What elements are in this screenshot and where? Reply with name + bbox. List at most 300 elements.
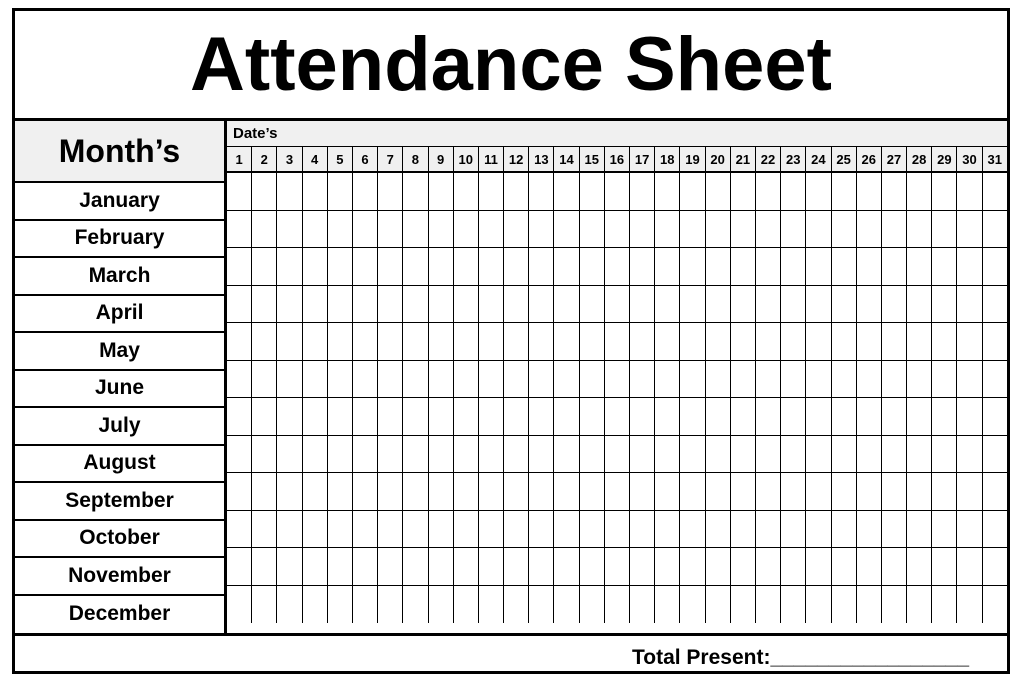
attendance-cell[interactable]	[907, 286, 932, 323]
attendance-cell[interactable]	[983, 211, 1007, 248]
attendance-cell[interactable]	[353, 361, 378, 398]
attendance-cell[interactable]	[983, 323, 1007, 360]
attendance-cell[interactable]	[731, 323, 756, 360]
attendance-cell[interactable]	[882, 211, 907, 248]
attendance-cell[interactable]	[932, 211, 957, 248]
attendance-cell[interactable]	[504, 323, 529, 360]
attendance-cell[interactable]	[957, 361, 982, 398]
attendance-cell[interactable]	[706, 548, 731, 585]
attendance-cell[interactable]	[479, 248, 504, 285]
attendance-cell[interactable]	[806, 398, 831, 435]
attendance-cell[interactable]	[630, 511, 655, 548]
attendance-cell[interactable]	[429, 473, 454, 510]
attendance-cell[interactable]	[277, 323, 302, 360]
attendance-cell[interactable]	[479, 398, 504, 435]
attendance-cell[interactable]	[907, 473, 932, 510]
attendance-cell[interactable]	[454, 173, 479, 210]
attendance-cell[interactable]	[806, 286, 831, 323]
attendance-cell[interactable]	[277, 248, 302, 285]
attendance-cell[interactable]	[957, 473, 982, 510]
attendance-cell[interactable]	[605, 286, 630, 323]
attendance-cell[interactable]	[882, 586, 907, 624]
attendance-cell[interactable]	[932, 473, 957, 510]
attendance-cell[interactable]	[252, 323, 277, 360]
attendance-cell[interactable]	[983, 361, 1007, 398]
attendance-cell[interactable]	[429, 173, 454, 210]
attendance-cell[interactable]	[957, 323, 982, 360]
attendance-cell[interactable]	[907, 586, 932, 624]
attendance-cell[interactable]	[857, 398, 882, 435]
attendance-cell[interactable]	[605, 586, 630, 624]
attendance-cell[interactable]	[857, 511, 882, 548]
attendance-cell[interactable]	[630, 398, 655, 435]
attendance-cell[interactable]	[655, 473, 680, 510]
attendance-cell[interactable]	[303, 473, 328, 510]
attendance-cell[interactable]	[429, 436, 454, 473]
attendance-cell[interactable]	[630, 173, 655, 210]
attendance-cell[interactable]	[378, 548, 403, 585]
attendance-cell[interactable]	[932, 511, 957, 548]
attendance-cell[interactable]	[706, 211, 731, 248]
attendance-cell[interactable]	[454, 586, 479, 624]
attendance-cell[interactable]	[932, 248, 957, 285]
attendance-cell[interactable]	[504, 398, 529, 435]
attendance-cell[interactable]	[781, 586, 806, 624]
attendance-cell[interactable]	[605, 323, 630, 360]
attendance-cell[interactable]	[630, 361, 655, 398]
attendance-cell[interactable]	[403, 548, 428, 585]
attendance-cell[interactable]	[454, 361, 479, 398]
attendance-cell[interactable]	[655, 173, 680, 210]
attendance-cell[interactable]	[781, 473, 806, 510]
attendance-cell[interactable]	[731, 211, 756, 248]
attendance-cell[interactable]	[731, 286, 756, 323]
attendance-cell[interactable]	[857, 173, 882, 210]
attendance-cell[interactable]	[353, 248, 378, 285]
attendance-cell[interactable]	[857, 323, 882, 360]
attendance-cell[interactable]	[957, 511, 982, 548]
attendance-cell[interactable]	[680, 286, 705, 323]
attendance-cell[interactable]	[554, 248, 579, 285]
attendance-cell[interactable]	[680, 511, 705, 548]
attendance-cell[interactable]	[580, 548, 605, 585]
attendance-cell[interactable]	[781, 436, 806, 473]
attendance-cell[interactable]	[756, 323, 781, 360]
attendance-cell[interactable]	[907, 361, 932, 398]
attendance-cell[interactable]	[882, 398, 907, 435]
attendance-cell[interactable]	[630, 548, 655, 585]
attendance-cell[interactable]	[454, 248, 479, 285]
attendance-cell[interactable]	[655, 398, 680, 435]
attendance-cell[interactable]	[882, 286, 907, 323]
attendance-cell[interactable]	[403, 248, 428, 285]
attendance-cell[interactable]	[907, 248, 932, 285]
attendance-cell[interactable]	[328, 436, 353, 473]
attendance-cell[interactable]	[479, 323, 504, 360]
attendance-cell[interactable]	[429, 511, 454, 548]
attendance-cell[interactable]	[303, 548, 328, 585]
attendance-cell[interactable]	[529, 248, 554, 285]
attendance-cell[interactable]	[731, 436, 756, 473]
attendance-cell[interactable]	[983, 248, 1007, 285]
attendance-cell[interactable]	[756, 248, 781, 285]
attendance-cell[interactable]	[353, 436, 378, 473]
attendance-cell[interactable]	[706, 173, 731, 210]
attendance-cell[interactable]	[957, 548, 982, 585]
attendance-cell[interactable]	[983, 398, 1007, 435]
attendance-cell[interactable]	[227, 323, 252, 360]
attendance-cell[interactable]	[378, 173, 403, 210]
attendance-cell[interactable]	[303, 398, 328, 435]
attendance-cell[interactable]	[806, 586, 831, 624]
attendance-cell[interactable]	[504, 361, 529, 398]
attendance-cell[interactable]	[907, 436, 932, 473]
attendance-cell[interactable]	[882, 511, 907, 548]
attendance-cell[interactable]	[277, 398, 302, 435]
attendance-cell[interactable]	[328, 361, 353, 398]
attendance-cell[interactable]	[857, 473, 882, 510]
attendance-cell[interactable]	[983, 511, 1007, 548]
attendance-cell[interactable]	[806, 173, 831, 210]
attendance-cell[interactable]	[454, 323, 479, 360]
attendance-cell[interactable]	[655, 436, 680, 473]
attendance-cell[interactable]	[328, 398, 353, 435]
attendance-cell[interactable]	[907, 511, 932, 548]
attendance-cell[interactable]	[303, 361, 328, 398]
attendance-cell[interactable]	[680, 436, 705, 473]
attendance-cell[interactable]	[227, 361, 252, 398]
attendance-cell[interactable]	[806, 436, 831, 473]
attendance-cell[interactable]	[832, 323, 857, 360]
attendance-cell[interactable]	[252, 211, 277, 248]
attendance-cell[interactable]	[932, 398, 957, 435]
attendance-cell[interactable]	[957, 248, 982, 285]
attendance-cell[interactable]	[479, 361, 504, 398]
attendance-cell[interactable]	[504, 548, 529, 585]
attendance-cell[interactable]	[454, 398, 479, 435]
attendance-cell[interactable]	[277, 286, 302, 323]
attendance-cell[interactable]	[806, 473, 831, 510]
attendance-cell[interactable]	[756, 173, 781, 210]
attendance-cell[interactable]	[983, 586, 1007, 624]
attendance-cell[interactable]	[554, 211, 579, 248]
attendance-cell[interactable]	[454, 473, 479, 510]
attendance-cell[interactable]	[353, 173, 378, 210]
attendance-cell[interactable]	[882, 473, 907, 510]
attendance-cell[interactable]	[706, 436, 731, 473]
attendance-cell[interactable]	[907, 398, 932, 435]
attendance-cell[interactable]	[303, 436, 328, 473]
attendance-cell[interactable]	[957, 436, 982, 473]
attendance-cell[interactable]	[806, 511, 831, 548]
attendance-cell[interactable]	[479, 211, 504, 248]
attendance-cell[interactable]	[429, 286, 454, 323]
attendance-cell[interactable]	[454, 286, 479, 323]
attendance-cell[interactable]	[378, 361, 403, 398]
attendance-cell[interactable]	[680, 323, 705, 360]
attendance-cell[interactable]	[832, 511, 857, 548]
attendance-cell[interactable]	[706, 248, 731, 285]
attendance-cell[interactable]	[227, 511, 252, 548]
attendance-cell[interactable]	[781, 211, 806, 248]
attendance-cell[interactable]	[378, 398, 403, 435]
attendance-cell[interactable]	[756, 511, 781, 548]
attendance-cell[interactable]	[832, 548, 857, 585]
attendance-cell[interactable]	[378, 248, 403, 285]
attendance-cell[interactable]	[731, 473, 756, 510]
attendance-cell[interactable]	[781, 361, 806, 398]
attendance-cell[interactable]	[806, 361, 831, 398]
attendance-cell[interactable]	[378, 211, 403, 248]
attendance-cell[interactable]	[706, 286, 731, 323]
attendance-cell[interactable]	[303, 211, 328, 248]
attendance-cell[interactable]	[479, 173, 504, 210]
attendance-cell[interactable]	[957, 398, 982, 435]
attendance-cell[interactable]	[932, 361, 957, 398]
attendance-cell[interactable]	[882, 548, 907, 585]
attendance-cell[interactable]	[454, 511, 479, 548]
attendance-cell[interactable]	[731, 586, 756, 624]
attendance-cell[interactable]	[580, 473, 605, 510]
attendance-cell[interactable]	[529, 361, 554, 398]
attendance-cell[interactable]	[756, 286, 781, 323]
attendance-cell[interactable]	[353, 211, 378, 248]
attendance-cell[interactable]	[403, 211, 428, 248]
attendance-cell[interactable]	[252, 173, 277, 210]
attendance-cell[interactable]	[227, 248, 252, 285]
attendance-cell[interactable]	[504, 436, 529, 473]
attendance-cell[interactable]	[277, 436, 302, 473]
attendance-cell[interactable]	[806, 211, 831, 248]
attendance-cell[interactable]	[504, 473, 529, 510]
attendance-cell[interactable]	[781, 323, 806, 360]
attendance-cell[interactable]	[756, 586, 781, 624]
attendance-cell[interactable]	[403, 361, 428, 398]
attendance-cell[interactable]	[328, 323, 353, 360]
attendance-cell[interactable]	[429, 323, 454, 360]
attendance-cell[interactable]	[227, 473, 252, 510]
attendance-cell[interactable]	[303, 323, 328, 360]
attendance-cell[interactable]	[580, 398, 605, 435]
attendance-cell[interactable]	[353, 548, 378, 585]
attendance-cell[interactable]	[580, 286, 605, 323]
attendance-cell[interactable]	[706, 511, 731, 548]
attendance-cell[interactable]	[832, 286, 857, 323]
attendance-cell[interactable]	[680, 173, 705, 210]
attendance-cell[interactable]	[529, 511, 554, 548]
attendance-cell[interactable]	[932, 286, 957, 323]
attendance-cell[interactable]	[907, 323, 932, 360]
attendance-cell[interactable]	[781, 248, 806, 285]
attendance-cell[interactable]	[932, 323, 957, 360]
attendance-cell[interactable]	[806, 323, 831, 360]
attendance-cell[interactable]	[857, 211, 882, 248]
attendance-cell[interactable]	[353, 286, 378, 323]
attendance-cell[interactable]	[303, 173, 328, 210]
attendance-cell[interactable]	[806, 548, 831, 585]
attendance-cell[interactable]	[832, 361, 857, 398]
attendance-cell[interactable]	[832, 173, 857, 210]
attendance-cell[interactable]	[832, 586, 857, 624]
attendance-cell[interactable]	[403, 473, 428, 510]
attendance-cell[interactable]	[378, 473, 403, 510]
attendance-cell[interactable]	[781, 173, 806, 210]
attendance-cell[interactable]	[554, 586, 579, 624]
attendance-cell[interactable]	[252, 436, 277, 473]
attendance-cell[interactable]	[227, 548, 252, 585]
attendance-cell[interactable]	[378, 323, 403, 360]
attendance-cell[interactable]	[882, 248, 907, 285]
attendance-cell[interactable]	[504, 511, 529, 548]
attendance-cell[interactable]	[328, 586, 353, 624]
attendance-cell[interactable]	[529, 436, 554, 473]
attendance-cell[interactable]	[731, 398, 756, 435]
attendance-cell[interactable]	[580, 211, 605, 248]
attendance-cell[interactable]	[605, 436, 630, 473]
attendance-cell[interactable]	[504, 211, 529, 248]
attendance-cell[interactable]	[252, 511, 277, 548]
attendance-cell[interactable]	[680, 211, 705, 248]
attendance-cell[interactable]	[554, 323, 579, 360]
attendance-cell[interactable]	[227, 173, 252, 210]
attendance-cell[interactable]	[580, 511, 605, 548]
attendance-cell[interactable]	[630, 436, 655, 473]
attendance-cell[interactable]	[529, 586, 554, 624]
attendance-cell[interactable]	[957, 211, 982, 248]
attendance-cell[interactable]	[378, 436, 403, 473]
attendance-cell[interactable]	[630, 323, 655, 360]
attendance-cell[interactable]	[277, 173, 302, 210]
attendance-cell[interactable]	[882, 361, 907, 398]
attendance-cell[interactable]	[781, 511, 806, 548]
attendance-cell[interactable]	[706, 586, 731, 624]
attendance-cell[interactable]	[605, 511, 630, 548]
attendance-cell[interactable]	[479, 473, 504, 510]
attendance-cell[interactable]	[882, 436, 907, 473]
attendance-cell[interactable]	[857, 361, 882, 398]
attendance-cell[interactable]	[429, 398, 454, 435]
attendance-cell[interactable]	[655, 548, 680, 585]
attendance-cell[interactable]	[303, 286, 328, 323]
attendance-cell[interactable]	[252, 286, 277, 323]
attendance-cell[interactable]	[277, 211, 302, 248]
attendance-cell[interactable]	[706, 361, 731, 398]
attendance-cell[interactable]	[580, 248, 605, 285]
attendance-cell[interactable]	[554, 398, 579, 435]
attendance-cell[interactable]	[882, 323, 907, 360]
attendance-cell[interactable]	[731, 361, 756, 398]
attendance-cell[interactable]	[378, 286, 403, 323]
attendance-cell[interactable]	[479, 586, 504, 624]
attendance-cell[interactable]	[605, 548, 630, 585]
attendance-cell[interactable]	[706, 473, 731, 510]
attendance-cell[interactable]	[353, 511, 378, 548]
attendance-cell[interactable]	[479, 511, 504, 548]
attendance-cell[interactable]	[429, 211, 454, 248]
attendance-cell[interactable]	[907, 173, 932, 210]
attendance-cell[interactable]	[227, 211, 252, 248]
attendance-cell[interactable]	[957, 586, 982, 624]
attendance-cell[interactable]	[832, 211, 857, 248]
attendance-cell[interactable]	[907, 211, 932, 248]
attendance-cell[interactable]	[554, 473, 579, 510]
attendance-cell[interactable]	[706, 323, 731, 360]
attendance-cell[interactable]	[328, 286, 353, 323]
attendance-cell[interactable]	[857, 586, 882, 624]
attendance-cell[interactable]	[605, 398, 630, 435]
attendance-cell[interactable]	[983, 286, 1007, 323]
attendance-cell[interactable]	[429, 548, 454, 585]
attendance-cell[interactable]	[277, 361, 302, 398]
attendance-cell[interactable]	[429, 586, 454, 624]
attendance-cell[interactable]	[554, 548, 579, 585]
attendance-cell[interactable]	[857, 248, 882, 285]
attendance-cell[interactable]	[983, 173, 1007, 210]
attendance-cell[interactable]	[529, 323, 554, 360]
attendance-cell[interactable]	[378, 586, 403, 624]
attendance-cell[interactable]	[580, 361, 605, 398]
attendance-cell[interactable]	[554, 286, 579, 323]
attendance-cell[interactable]	[403, 436, 428, 473]
attendance-cell[interactable]	[605, 248, 630, 285]
attendance-cell[interactable]	[630, 286, 655, 323]
attendance-cell[interactable]	[403, 286, 428, 323]
attendance-cell[interactable]	[328, 473, 353, 510]
attendance-cell[interactable]	[756, 548, 781, 585]
attendance-cell[interactable]	[252, 473, 277, 510]
attendance-cell[interactable]	[353, 398, 378, 435]
attendance-cell[interactable]	[655, 286, 680, 323]
attendance-cell[interactable]	[429, 248, 454, 285]
attendance-cell[interactable]	[756, 473, 781, 510]
attendance-cell[interactable]	[353, 473, 378, 510]
attendance-cell[interactable]	[252, 586, 277, 624]
attendance-cell[interactable]	[328, 173, 353, 210]
attendance-cell[interactable]	[252, 361, 277, 398]
attendance-cell[interactable]	[328, 548, 353, 585]
attendance-cell[interactable]	[680, 361, 705, 398]
attendance-cell[interactable]	[781, 398, 806, 435]
attendance-cell[interactable]	[857, 286, 882, 323]
attendance-cell[interactable]	[680, 548, 705, 585]
attendance-cell[interactable]	[227, 398, 252, 435]
attendance-cell[interactable]	[580, 436, 605, 473]
attendance-cell[interactable]	[504, 586, 529, 624]
attendance-cell[interactable]	[454, 436, 479, 473]
attendance-cell[interactable]	[832, 473, 857, 510]
attendance-cell[interactable]	[731, 548, 756, 585]
attendance-cell[interactable]	[429, 361, 454, 398]
attendance-cell[interactable]	[957, 286, 982, 323]
attendance-cell[interactable]	[277, 548, 302, 585]
attendance-cell[interactable]	[932, 436, 957, 473]
attendance-cell[interactable]	[806, 248, 831, 285]
attendance-cell[interactable]	[303, 586, 328, 624]
attendance-cell[interactable]	[756, 211, 781, 248]
attendance-cell[interactable]	[554, 511, 579, 548]
attendance-cell[interactable]	[580, 323, 605, 360]
attendance-cell[interactable]	[605, 361, 630, 398]
attendance-cell[interactable]	[328, 511, 353, 548]
attendance-cell[interactable]	[403, 323, 428, 360]
attendance-cell[interactable]	[227, 286, 252, 323]
attendance-cell[interactable]	[529, 173, 554, 210]
attendance-cell[interactable]	[605, 211, 630, 248]
attendance-cell[interactable]	[403, 586, 428, 624]
attendance-cell[interactable]	[857, 548, 882, 585]
attendance-cell[interactable]	[857, 436, 882, 473]
attendance-cell[interactable]	[529, 473, 554, 510]
